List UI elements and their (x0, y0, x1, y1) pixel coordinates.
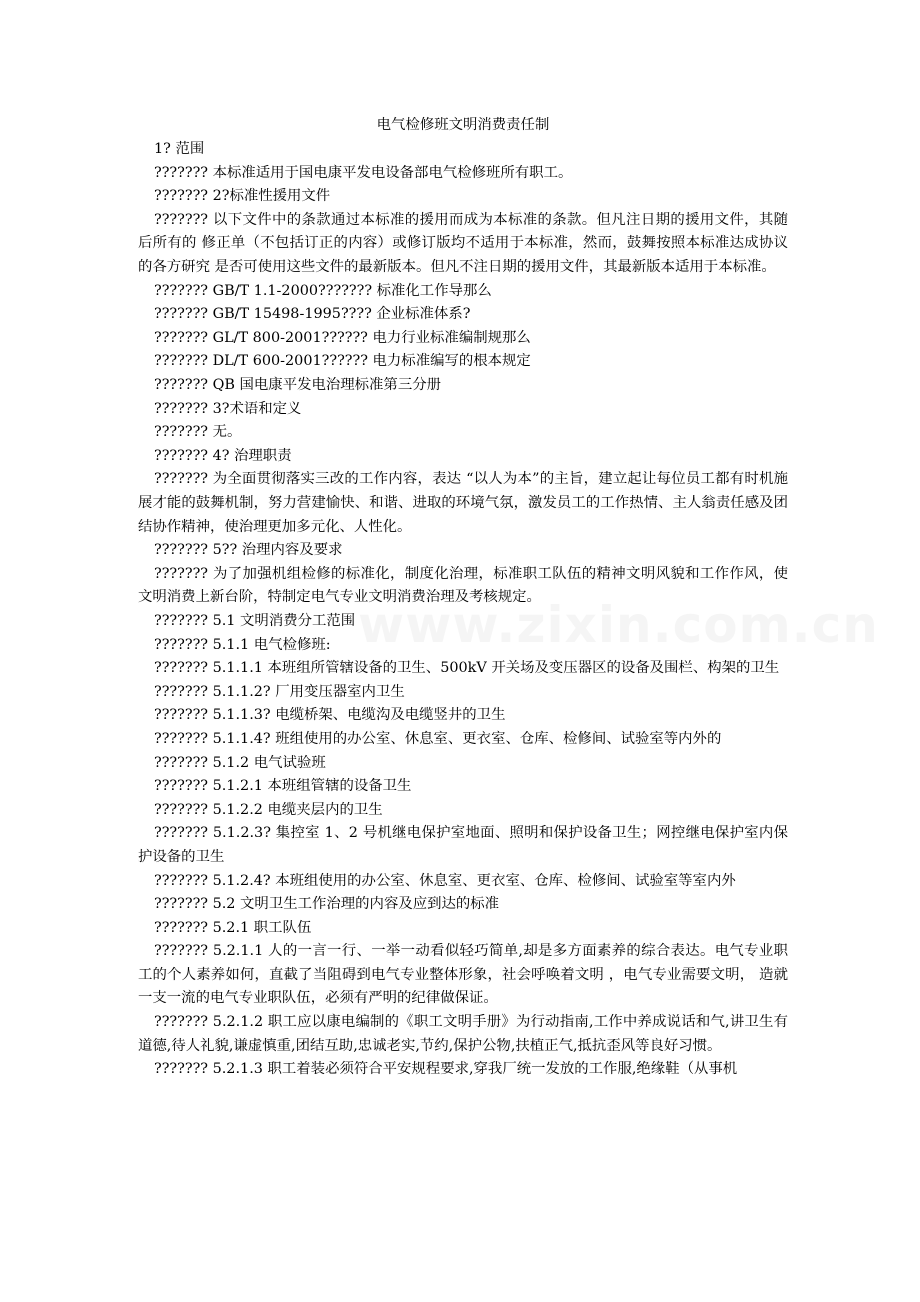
paragraph: ??????? 5.1.1 电气检修班: (154, 636, 331, 653)
paragraph: ??????? GB/T 15498-1995???? 企业标准体系? (154, 306, 471, 323)
paragraph: ??????? 5.2.1.1 人的一言一行、一举一动看似轻巧简单,却是多方面素养的综合表达。电气专业职工的个人素养如何，直截了当阻碍到电气专业整体形象，社会呼唤着文明 ，电气专业需要文明， 造就一支一流的电气专业职队伍，必须有严明的纪律做保证。 (138, 943, 788, 1007)
paragraph: ??????? 5.1.2.3? 集控室 1、2 号机继电保护室地面、照明和保护设备卫生；网控继电保护室内保护设备的卫生 (138, 825, 788, 865)
paragraph: ??????? 5.1 文明消费分工范围 (154, 612, 356, 629)
document-body (138, 114, 788, 1082)
paragraph: ??????? 5.1.1.1 本班组所管辖设备的卫生、500kV 开关场及变压器区的设备及围栏、构架的卫生 (154, 660, 780, 677)
paragraph: ??????? 2?标准性援用文件 (154, 188, 331, 205)
paragraph: ??????? 3?术语和定义 (154, 400, 302, 417)
paragraph: ??????? 以下文件中的条款通过本标准的援用而成为本标准的条款。但凡注日期的援用文件，其随后所有的 修正单（不包括订正的内容）或修订版均不适用于本标准，然而，鼓舞按照本标准达成协议的各方研究 是否可使用这些文件的最新版本。但凡不注日期的援用文件，其最新版本适用于本标准。 (138, 211, 788, 276)
paragraph: 1? 范围 (154, 141, 205, 158)
paragraph: ??????? DL/T 600-2001?????? 电力标准编写的根本规定 (154, 353, 531, 370)
paragraph: ??????? 5.1.1.2? 厂用变压器室内卫生 (154, 683, 405, 700)
paragraph: ??????? 无。 (154, 424, 242, 441)
paragraph: ??????? 5.1.2.4? 本班组使用的办公室、休息室、更衣室、仓库、检修间、试验室等室内外 (154, 872, 736, 889)
paragraph: ??????? QB 国电康平发电治理标准第三分册 (154, 377, 441, 394)
document-title: 电气检修班文明消费责任制 (376, 117, 550, 133)
paragraph: ??????? 5?? 治理内容及要求 (154, 542, 343, 559)
paragraph: ??????? 5.1.2.2 电缆夹层内的卫生 (154, 801, 383, 818)
watermark: www.zixin.com.cn (358, 596, 879, 654)
paragraph: ??????? 5.2.1.3 职工着装必须符合平安规程要求,穿我厂统一发放的工作服,绝缘鞋（从事机 (154, 1061, 738, 1078)
paragraph: ??????? GB/T 1.1-2000??????? 标准化工作导那么 (154, 282, 492, 299)
paragraph: ??????? GL/T 800-2001?????? 电力行业标准编制规那么 (154, 329, 531, 346)
paragraph: ??????? 5.1.1.4? 班组使用的办公室、休息室、更衣室、仓库、检修间、试验室等内外的 (154, 730, 722, 747)
paragraph: ??????? 为了加强机组检修的标准化，制度化治理，标准职工队伍的精神文明风貌和工作作风，使文明消费上新台阶，特制定电气专业文明消费治理及考核规定。 (138, 565, 788, 606)
paragraph: ??????? 5.2 文明卫生工作治理的内容及应到达的标准 (154, 896, 500, 913)
paragraph: ??????? 为全面贯彻落实三改的工作内容，表达 “以人为本”的主旨，建立起让每位员工都有时机施展才能的鼓舞机制，努力营建愉快、和谐、进取的环境气氛，激发员工的工作热情、主人翁责任感及团结协作精神，使治理更加多元化、人性化。 (138, 471, 788, 535)
paragraph: ??????? 5.1.2 电气试验班 (154, 754, 326, 771)
paragraph: ??????? 5.2.1 职工队伍 (154, 919, 312, 936)
paragraph: ??????? 5.1.1.3? 电缆桥架、电缆沟及电缆竖井的卫生 (154, 707, 506, 724)
paragraph: ??????? 5.1.2.1 本班组管辖的设备卫生 (154, 778, 412, 795)
paragraph: ??????? 本标准适用于国电康平发电设备部电气检修班所有职工。 (154, 164, 573, 181)
paragraph: ??????? 5.2.1.2 职工应以康电编制的《职工文明手册》为行动指南,工作中养成说话和气,讲卫生有道德,待人礼貌,谦虚慎重,团结互助,忠诚老实,节约,保护公物,扶植正气,抵抗歪风等良好习惯。 (138, 1014, 788, 1054)
paragraph: ??????? 4? 治理职责 (154, 447, 292, 464)
